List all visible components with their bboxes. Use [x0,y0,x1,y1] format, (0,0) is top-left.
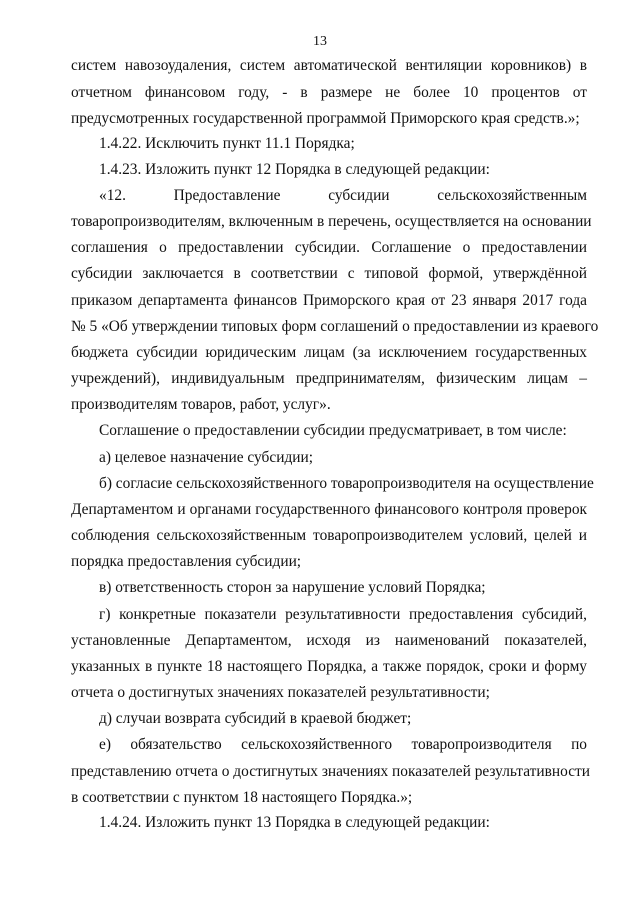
text-line: порядка предоставления субсидии; [71,553,302,570]
text-line: товаропроизводителям, включенным в перечень, осуществляется на основании [71,213,592,230]
text-line: субсидии заключается в соответствии с типовой формой, утверждённой [71,265,587,282]
text-line: учреждений), индивидуальным предпринимателям, физическим лицам – [71,370,587,387]
text-line: бюджета субсидии юридическим лицам (за исключением государственных [71,344,587,361]
text-line: представлению отчета о достигнутых значениях показателей результативности [71,763,590,780]
text-line: а) целевое назначение субсидии; [99,449,314,466]
text-line: е) обязательство сельскохозяйственного товаропроизводителя по [99,736,587,753]
text-line: 1.4.22. Исключить пункт 11.1 Порядка; [99,135,355,152]
text-line: соблюдения сельскохозяйственным товаропроизводителем условий, целей и [71,527,587,544]
text-line: систем навозоудаления, систем автоматической вентиляции коровников) в [71,57,587,74]
text-line: производителям товаров, работ, услуг». [71,396,331,413]
text-line: г) конкретные показатели результативности предоставления субсидий, [99,606,587,623]
text-line: Соглашение о предоставлении субсидии предусматривает, в том числе: [99,422,567,439]
text-line: приказом департамента финансов Приморского края от 23 января 2017 года [71,292,587,309]
text-line: б) согласие сельскохозяйственного товаропроизводителя на осуществление [99,475,594,492]
text-line: отчетном финансовом году, - в размере не более 10 процентов от [71,84,587,101]
text-line: в) ответственность сторон за нарушение условий Порядка; [99,579,486,596]
text-line: соглашения о предоставлении субсидии. Соглашение о предоставлении [71,239,587,256]
text-line: установленные Департаментом, исходя из наименований показателей, [71,632,587,649]
text-line: Департаментом и органами государственного финансового контроля проверок [71,501,587,518]
text-line: указанных в пункте 18 настоящего Порядка, а также порядок, сроки и форму [71,658,587,675]
text-line: 1.4.24. Изложить пункт 13 Порядка в следующей редакции: [99,814,490,831]
text-line: «12. Предоставление субсидии сельскохозяйственным [99,187,587,204]
text-line: отчета о достигнутых значениях показателей результативности; [71,684,490,701]
text-line: № 5 «Об утверждении типовых форм соглашений о предоставлении из краевого [71,318,599,335]
text-line: 1.4.23. Изложить пункт 12 Порядка в следующей редакции: [99,161,490,178]
page-number: 13 [313,34,327,49]
text-line: предусмотренных государственной программой Приморского края средств.»; [71,110,580,127]
text-line: д) случаи возврата субсидий в краевой бюджет; [99,710,412,727]
text-line: в соответствии с пунктом 18 настоящего Порядка.»; [71,789,413,806]
